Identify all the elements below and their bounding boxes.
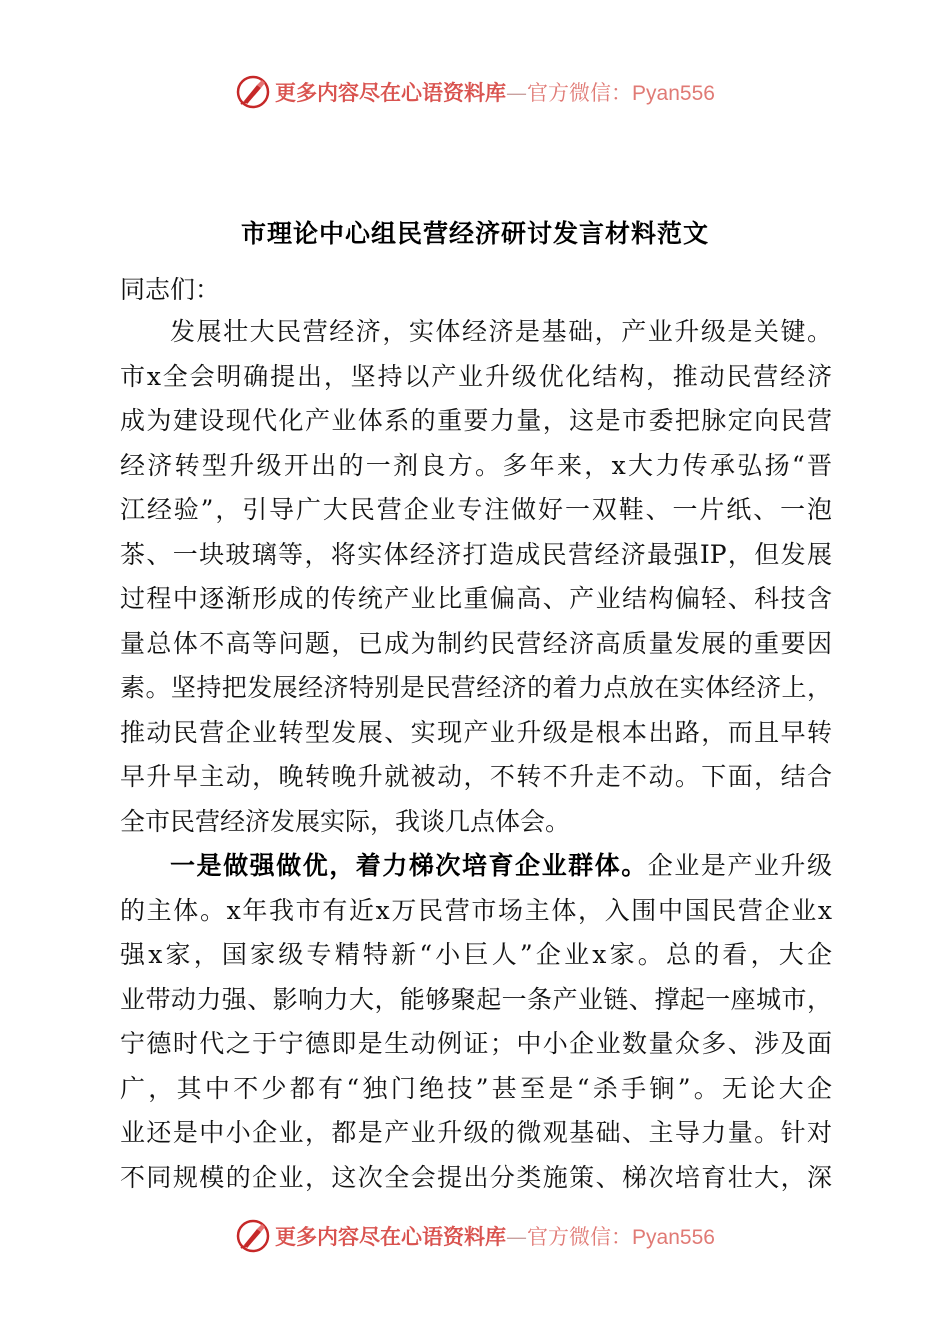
banner-main-text: 更多内容尽在心语资料库 <box>275 80 507 105</box>
paragraph-1-line: 江经验”，引导广大民营企业专注做好一双鞋、一片纸、一泡 <box>120 495 832 524</box>
banner-text <box>275 77 715 107</box>
document-title: 市理论中心组民营经济研讨发言材料范文 <box>240 219 709 248</box>
banner-wechat-id: Pyan556 <box>632 82 715 105</box>
paragraph-1-line: 推动民营企业转型发展、实现产业升级是根本出路，而且早转 <box>120 717 832 747</box>
paragraph-2-heading: 一是做强做优，着力梯次培育企业群体。 <box>170 851 648 880</box>
paragraph-1-line: 成为建设现代化产业体系的重要力量，这是市委把脉定向民营 <box>120 406 832 435</box>
paragraph-2-line: 不同规模的企业，这次全会提出分类施策、梯次培育壮大，深 <box>120 1162 832 1192</box>
paragraph-2-line: 强x家，国家级专精特新“小巨人”企业x家。总的看，大企 <box>120 940 832 969</box>
paragraph-2-line: 的主体。x年我市有近x万民营市场主体，入围中国民营企业x <box>120 895 832 925</box>
paragraph-2-line: 业还是中小企业，都是产业升级的微观基础、主导力量。针对 <box>120 1118 832 1147</box>
banner-wechat-label: 官方微信： <box>527 81 633 105</box>
paragraph-2-lead-line <box>120 844 832 889</box>
paragraph-2-line: 宁德时代之于宁德即是生动例证；中小企业数量众多、涉及面 <box>120 1029 832 1058</box>
banner-wechat-id: Pyan556 <box>632 1226 715 1249</box>
banner-text <box>275 1221 715 1251</box>
paragraph-2-lead-text: 企业是产业升级 <box>647 851 832 880</box>
banner-dash: — <box>506 1225 528 1249</box>
paragraph-1-line: 过程中逐渐形成的传统产业比重偏高、产业结构偏轻、科技含 <box>120 584 832 613</box>
paragraph-1-line: 茶、一块玻璃等，将实体经济打造成民营经济最强IP，但发展 <box>120 539 832 569</box>
quill-pen-logo-icon <box>235 74 271 110</box>
paragraph-1-line: 市x全会明确提出，坚持以产业升级优化结构，推动民营经济 <box>120 361 832 391</box>
paragraph-2-line: 广，其中不少都有“独门绝技”甚至是“杀手锏”。无论大企 <box>120 1073 832 1103</box>
banner-main-text: 更多内容尽在心语资料库 <box>275 1224 507 1249</box>
paragraph-1-line: 素。坚持把发展经济特别是民营经济的着力点放在实体经济上， <box>120 673 832 702</box>
quill-pen-logo-icon <box>235 1218 271 1254</box>
document-body <box>120 310 832 1200</box>
paragraph-1-line: 量总体不高等问题，已成为制约民营经济高质量发展的重要因 <box>120 628 832 658</box>
paragraph-2-line: 业带动力强、影响力大，能够聚起一条产业链、撑起一座城市， <box>120 984 832 1014</box>
header-banner <box>0 70 950 114</box>
footer-banner <box>0 1214 950 1258</box>
paragraph-1-line: 全市民营经济发展实际，我谈几点体会。 <box>120 806 571 836</box>
paragraph-1-line: 发展壮大民营经济，实体经济是基础，产业升级是关键。 <box>170 317 832 346</box>
paragraph-1-line: 经济转型升级开出的一剂良方。多年来，x大力传承弘扬“晋 <box>120 450 832 480</box>
paragraph-1-line: 早升早主动，晚转晚升就被动，不转不升走不动。下面，结合 <box>120 762 832 791</box>
banner-wechat-label: 官方微信： <box>527 1225 633 1249</box>
banner-dash: — <box>506 81 528 105</box>
salutation: 同志们： <box>120 275 221 304</box>
